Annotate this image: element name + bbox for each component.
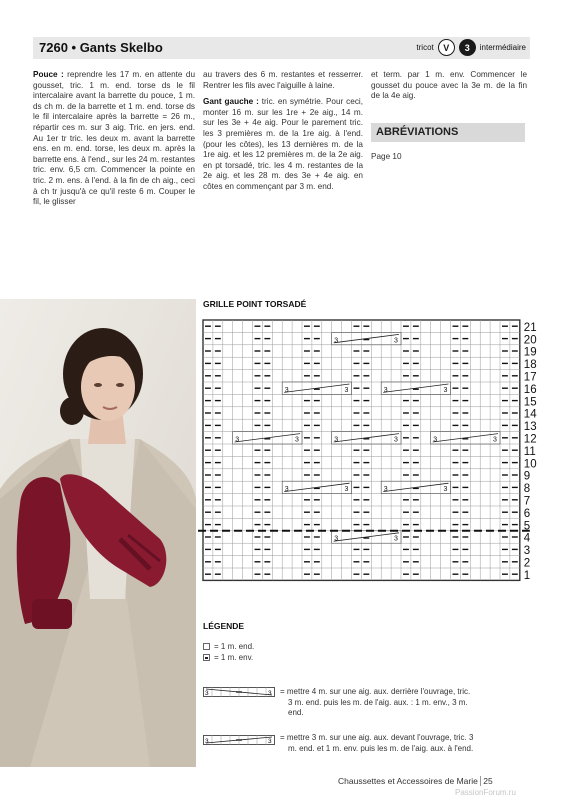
cable-back-number-end: 3 (268, 690, 272, 697)
cable-end-number: 3 (344, 486, 349, 494)
pattern-title: 7260 • Gants Skelbo (39, 40, 163, 55)
legend-knit-row (203, 642, 254, 651)
cable-end-number: 3 (344, 386, 349, 394)
row-number-label: 10 (523, 458, 537, 471)
cable-front-number: 3 (205, 738, 209, 745)
legend-cable-back-line2: 3 m. end. puis les m. de l'aig. aux. : 1 m. env., 3 m. (288, 697, 468, 707)
legend-cable-back-text (280, 687, 530, 719)
cable-start-number: 3 (383, 486, 388, 494)
row-number-label: 21 (523, 321, 537, 334)
row-number-label: 9 (523, 470, 531, 483)
row-number-label: 4 (523, 532, 531, 545)
model-photo (0, 299, 196, 767)
abbreviations-page-ref: Page 10 (371, 152, 402, 161)
legend-cable-back-line3: end. (288, 708, 304, 717)
header-meta (416, 39, 526, 56)
cable-start-number: 3 (334, 535, 339, 543)
cable-start-number: 3 (334, 436, 339, 444)
row-number-label: 5 (523, 520, 531, 533)
page-number: 25 (480, 776, 492, 786)
difficulty-label: intermédiaire (479, 43, 526, 52)
cable-end-number: 3 (443, 386, 448, 394)
row-number-label: 17 (523, 371, 537, 384)
page-footer (338, 776, 493, 786)
row-number-label: 14 (523, 408, 537, 421)
difficulty-level-icon: 3 (459, 39, 476, 56)
row-number-label: 6 (523, 507, 531, 520)
abbreviations-heading: ABRÉVIATIONS (376, 126, 459, 138)
thumb-instructions-cont: au travers des 6 m. restantes et resserrer. Rentrer les fils avec l'aiguille à laine. (203, 70, 363, 90)
left-glove-instructions: tric. en symétrie. Pour ceci, monter 16 m. sur les 1re + 2e aig., 14 m. sur les 3e + 4e aig. Pour le parement tric. les 3 premières m. de la 1re aig. à l'end. (pour les côtes), les 13 dernières m. de la 1re aig. et les 12 premières m. de la 2e aig. en pt torsadé, tric. les 4 m. restantes de la 2e aig. et les 28 m. des 3e + 4e aig. en côtes en commençant par 3 m. end. (203, 97, 364, 191)
cable-start-number: 3 (284, 386, 289, 394)
row-number-label: 13 (523, 421, 537, 434)
magazine-name: Chaussettes et Accessoires de Marie (338, 776, 478, 786)
cable-start-number: 3 (235, 436, 240, 444)
cable-end-number: 3 (394, 436, 398, 444)
text-column-1 (33, 70, 195, 214)
cable-front-symbol-icon (203, 735, 275, 745)
legend-cable-front-line2: m. end. et 1 m. env. puis les m. de l'aig. aux. à l'end. (288, 743, 474, 753)
chart-title: GRILLE POINT TORSADÉ (203, 299, 307, 309)
cable-end-number: 3 (295, 436, 299, 444)
thumb-instructions: reprendre les 17 m. en attente du gousset, tric. 1 m. end. torse ds le fil intercalaire avant la barrette du pouce, 1 m. ds ch m. de la barrette et 1 m. end. torse ds le fil intercalaire après la barrette = 26 m., répartir ces m. sur 3 aig. Tric. en jers. end. Au 1er tr tric. les deux m. avant la barrette ens. en m. end. torse, les deux m. après la barrette ens. à l'end., sur les 24 m. restantes tric. env. 6,5 cm. Commencer la pointe en tric. 2 m. ens. à l'end. à la fin de ch aig., ceci à ch tr jusqu'à ce qu'il reste 6 m. Couper le fil, le glisser (33, 70, 195, 207)
cable-back-symbol-icon (203, 687, 275, 697)
legend-purl-row (203, 653, 253, 662)
knit-technique-icon: V (438, 39, 455, 56)
cable-back-number: 3 (205, 690, 209, 697)
row-number-label: 16 (523, 383, 537, 396)
legend-cable-back-line1: = mettre 4 m. sur une aig. aux. derrière l'ouvrage, tric. (280, 687, 471, 696)
cable-start-number: 3 (383, 386, 388, 394)
legend-purl-text: = 1 m. env. (214, 653, 254, 662)
abbreviations-heading-bar (371, 123, 525, 142)
text-column-3 (371, 70, 527, 108)
purl-square-icon (203, 654, 210, 661)
row-number-label: 15 (523, 396, 537, 409)
cable-start-number: 3 (284, 486, 289, 494)
row-number-label: 18 (523, 359, 537, 372)
header-bar (33, 37, 530, 59)
left-glove-label: Gant gauche : (203, 97, 259, 107)
text-column-2 (203, 70, 363, 199)
row-number-label: 1 (523, 569, 531, 582)
left-glove-instructions-cont: et term. par 1 m. env. Commencer le gousset du pouce avec la 3e m. de la fin de la 4e aig. (371, 70, 527, 101)
row-number-label: 8 (523, 483, 531, 496)
cable-end-number: 3 (493, 436, 497, 444)
row-number-label: 20 (523, 334, 537, 347)
knit-square-icon (203, 643, 210, 650)
legend-cable-front-line1: = mettre 3 m. sur une aig. aux. devant l'ouvrage, tric. 3 (280, 733, 474, 742)
row-number-label: 11 (523, 445, 536, 458)
thumb-label: Pouce : (33, 70, 64, 79)
row-number-label: 2 (523, 557, 531, 570)
cable-start-number: 3 (334, 337, 339, 345)
cable-front-number-end: 3 (268, 738, 272, 745)
cable-end-number: 3 (394, 535, 398, 543)
row-number-label: 12 (523, 433, 537, 446)
row-number-label: 7 (523, 495, 531, 508)
cable-end-number: 3 (394, 337, 398, 345)
row-number-label: 19 (523, 346, 537, 359)
legend-title: LÉGENDE (203, 621, 245, 631)
technique-label: tricot (416, 43, 434, 52)
watermark: PassionForum.ru (455, 788, 516, 797)
legend-knit-text: = 1 m. end. (214, 642, 255, 651)
cable-end-number: 3 (443, 486, 448, 494)
legend-cable-front-text (280, 733, 530, 754)
cable-chart (196, 314, 546, 586)
cable-start-number: 3 (433, 436, 438, 444)
row-number-label: 3 (523, 545, 531, 558)
